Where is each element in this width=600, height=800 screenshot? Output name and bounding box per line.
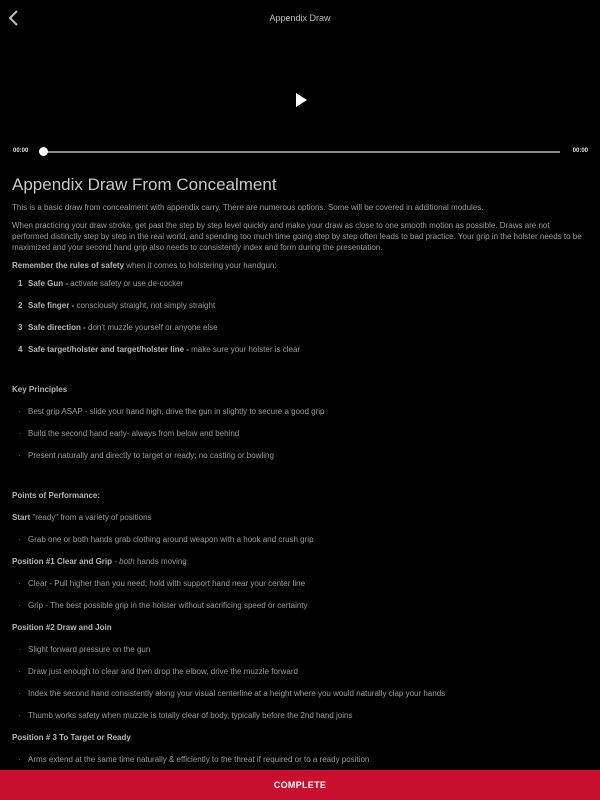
lesson-content[interactable] (12, 174, 588, 770)
rule-title: Safe target/holster and target/holster line - (28, 345, 189, 354)
safety-rules-list (12, 278, 588, 355)
list-item-text: Grip - The best possible grip in the holster without sacrificing speed or certainty (28, 601, 308, 610)
position-1-bold: Position #1 Clear and Grip (12, 557, 113, 566)
play-icon[interactable] (293, 92, 309, 108)
bullet-icon: · (18, 407, 21, 416)
position-3-heading: Position # 3 To Target or Ready (12, 733, 131, 742)
list-item-text: Arms extend at the same time naturally & efficiently to the threat if required or to a ready position (28, 755, 370, 764)
position-1-list (12, 578, 588, 611)
key-principles-heading: Key Principles (12, 385, 68, 394)
safety-rule (12, 300, 588, 311)
safety-intro-rest: when it comes to holstering your handgun: (124, 261, 277, 270)
position-1-italic: both (119, 557, 135, 566)
current-time: 00:00 (13, 148, 29, 154)
start-bold: Start (12, 513, 31, 522)
safety-intro-bold: Remember the rules of safety (12, 261, 125, 270)
list-item (12, 644, 588, 655)
rule-number: 4 (18, 345, 23, 354)
list-item-text: Thumb works safety when muzzle is totally clear of body, typically before the 2nd hand joins (28, 711, 353, 720)
list-item (12, 710, 588, 721)
duration-time: 00:00 (572, 148, 588, 154)
position-2-list (12, 644, 588, 721)
bullet-icon: · (18, 711, 21, 720)
rule-text: consciously straight, not simply straight (74, 301, 216, 310)
bullet-icon: · (18, 429, 21, 438)
safety-rule (12, 322, 588, 333)
rule-number: 3 (18, 323, 23, 332)
list-item-text: Index the second hand consistently along your visual centerline at a height where you would naturally clap your hands (28, 689, 446, 698)
list-item (12, 688, 588, 699)
list-item (12, 428, 588, 439)
list-item-text: Build the second hand early- always from below and behind (28, 429, 240, 438)
rule-number: 2 (18, 301, 23, 310)
bullet-icon: · (18, 579, 21, 588)
list-item (12, 406, 588, 417)
complete-button[interactable] (0, 770, 600, 800)
safety-intro (12, 260, 588, 271)
bullet-icon: · (18, 755, 21, 764)
list-item (12, 666, 588, 677)
list-item (12, 534, 588, 545)
lesson-paragraph: When practicing your draw stroke, get past the step by step level quickly and make your draw as close to one smooth motion as possible. Draws are not performed distinctly step by step in the real world, and spending too much time going step by step often leads to bad practice. Your grip in the holster needs to be maximized and your second hand grip also needs to consistently index and form during the presentation. (12, 221, 582, 252)
rule-text: don't muzzle yourself or anyone else (85, 323, 218, 332)
start-list (12, 534, 588, 545)
list-item (12, 600, 588, 611)
key-principles-list (12, 406, 588, 461)
list-item (12, 578, 588, 589)
list-item (12, 754, 588, 765)
position-3-list (12, 754, 588, 765)
rule-title: Safe Gun - (28, 279, 69, 288)
video-player[interactable] (0, 36, 600, 164)
safety-rule (12, 278, 588, 289)
top-bar (0, 0, 600, 36)
list-item-text: Draw just enough to clear and then drop the elbow, drive the muzzle forward (28, 667, 298, 676)
lesson-heading: Appendix Draw From Concealment (12, 175, 277, 194)
list-item (12, 450, 588, 461)
rule-text: make sure your holster is clear (188, 345, 301, 354)
start-label (12, 512, 588, 523)
seek-knob[interactable] (39, 147, 48, 156)
spacer (12, 366, 588, 384)
rule-title: Safe finger - (28, 301, 75, 310)
seek-track[interactable] (44, 151, 560, 153)
points-of-performance-heading: Points of Performance: (12, 491, 101, 500)
rule-number: 1 (18, 279, 23, 288)
position-1-separator: - (112, 557, 120, 566)
position-2-heading: Position #2 Draw and Join (12, 623, 112, 632)
bullet-icon: · (18, 667, 21, 676)
bullet-icon: · (18, 451, 21, 460)
list-item-text: Slight forward pressure on the gun (28, 645, 151, 654)
start-rest: "ready" from a variety of positions (30, 513, 152, 522)
bullet-icon: · (18, 645, 21, 654)
list-item-text: Present naturally and directly to target or ready; no casting or bowling (28, 451, 274, 460)
list-item-text: Best grip ASAP - slide your hand high, drive the gun in slightly to secure a good grip (28, 407, 325, 416)
position-1-rest: hands moving (134, 557, 187, 566)
position-1-label (12, 556, 588, 567)
page-title: Appendix Draw (269, 13, 331, 23)
list-item-text: Grab one or both hands grab clothing around weapon with a hook and crush grip (28, 535, 314, 544)
bullet-icon: · (18, 689, 21, 698)
lesson-intro: This is a basic draw from concealment with appendix carry. There are numerous options. Some will be covered in additional modules. (12, 203, 484, 212)
rule-text: activate safety or use de-cocker (68, 279, 184, 288)
list-item-text: Clear - Pull higher than you need; hold with support hand near your center line (28, 579, 306, 588)
complete-button-label: COMPLETE (273, 780, 327, 790)
bullet-icon: · (18, 601, 21, 610)
bullet-icon: · (18, 535, 21, 544)
safety-rule (12, 344, 588, 355)
rule-title: Safe direction - (28, 323, 86, 332)
spacer (12, 472, 588, 490)
